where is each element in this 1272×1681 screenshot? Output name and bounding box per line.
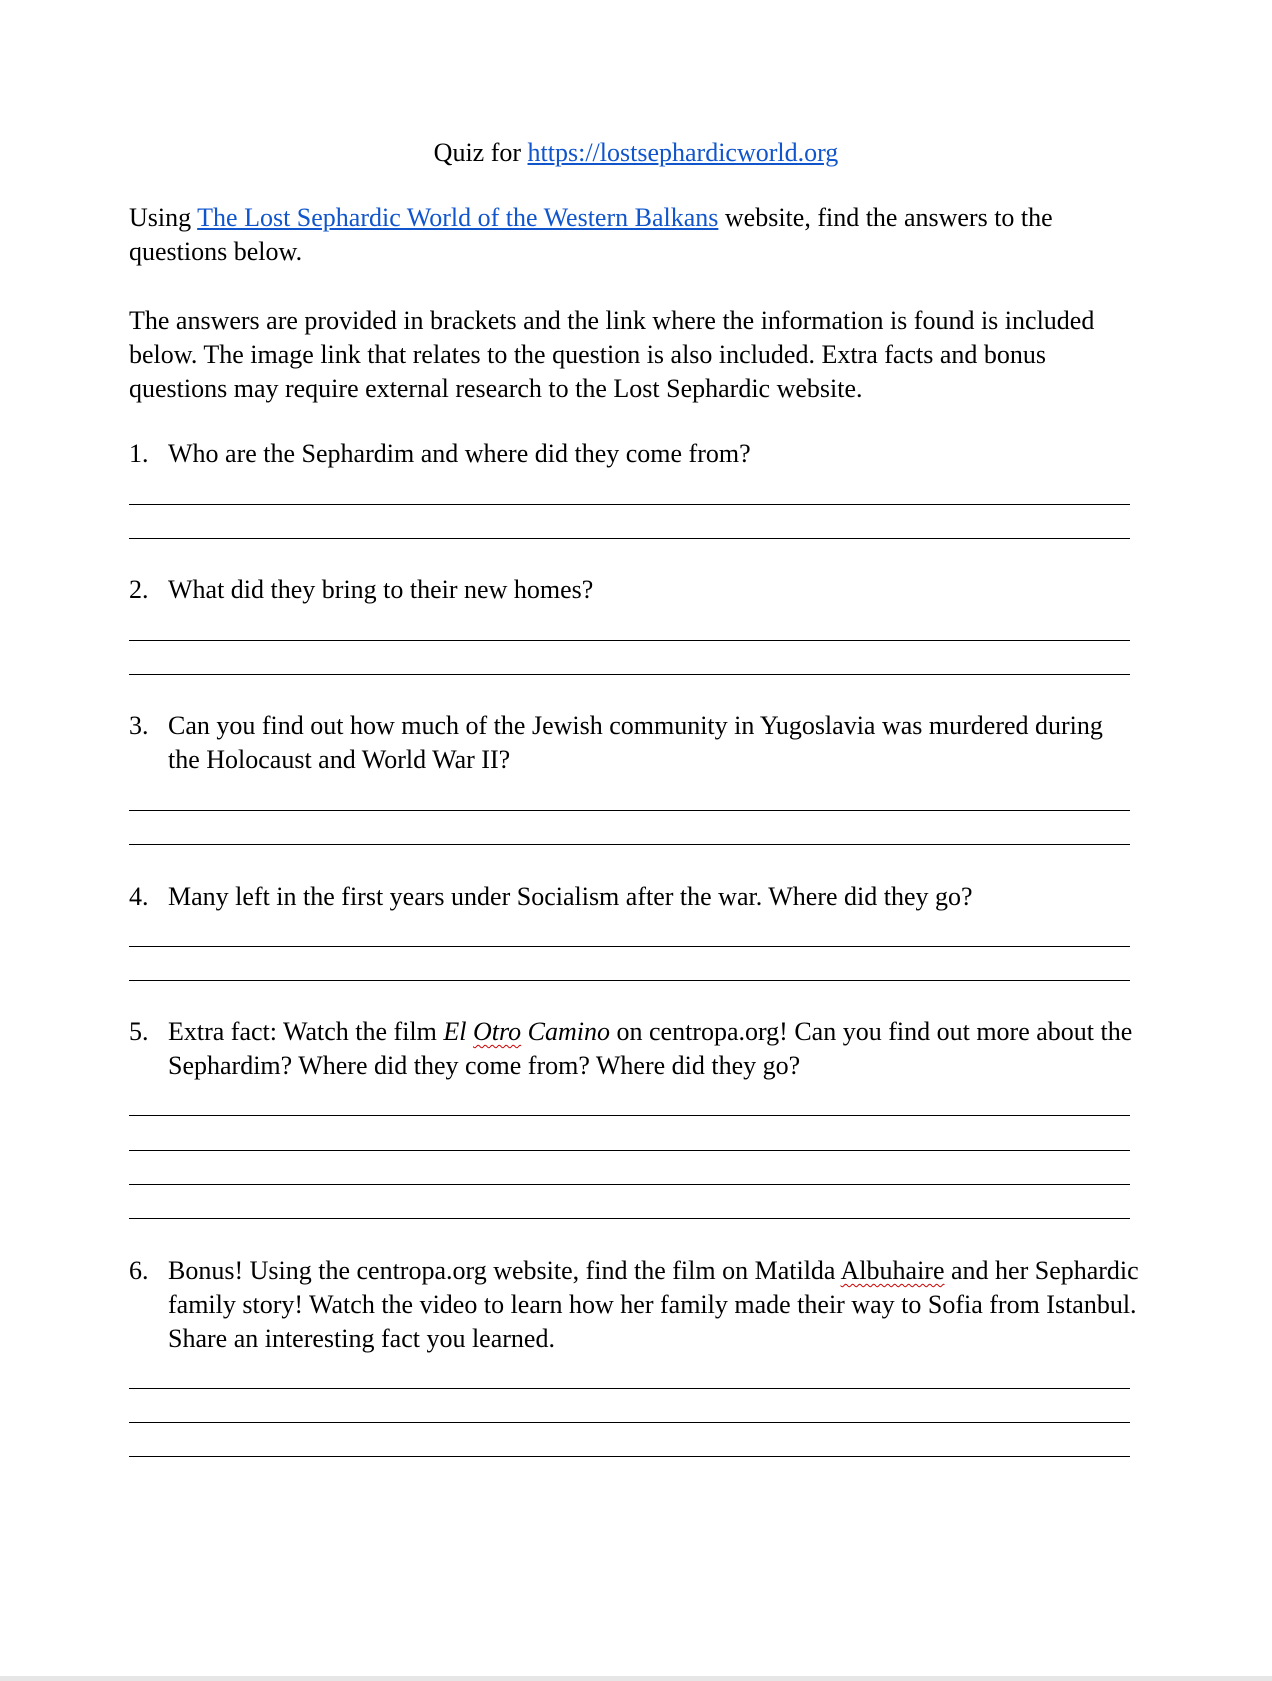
document-title — [0, 136, 1272, 170]
question-text-before: Bonus! Using the centropa.org website, find the film on Matilda — [168, 1256, 841, 1285]
question-3 — [129, 709, 1139, 777]
page-bottom-edge — [0, 1676, 1272, 1681]
answer-line[interactable] — [129, 674, 1130, 675]
film-title — [443, 1017, 610, 1046]
answer-line[interactable] — [129, 1456, 1130, 1457]
question-number: 4. — [129, 882, 149, 911]
answer-line[interactable] — [129, 1184, 1130, 1185]
answer-line[interactable] — [129, 1422, 1130, 1423]
question-5 — [129, 1015, 1139, 1083]
question-1 — [129, 437, 1139, 471]
answer-line[interactable] — [129, 538, 1130, 539]
question-text-before: Extra fact: Watch the film — [168, 1017, 444, 1046]
film-title-word: Camino — [527, 1017, 610, 1046]
spelling-flagged-word[interactable]: Albuhaire — [840, 1256, 945, 1285]
question-number: 6. — [129, 1256, 149, 1285]
answer-line[interactable] — [129, 640, 1130, 641]
spelling-flagged-word[interactable]: Otro — [472, 1017, 522, 1046]
question-6 — [129, 1254, 1139, 1356]
film-title-word: El — [443, 1017, 467, 1046]
instructions-paragraph: The answers are provided in brackets and the link where the information is found is included below. The image link that relates to the question is also included. Extra facts and bonus questions may require external research to the Lost Sephardic website. — [129, 306, 1095, 403]
answer-line[interactable] — [129, 946, 1130, 947]
intro-paragraph — [129, 201, 1129, 269]
question-number: 5. — [129, 1017, 149, 1046]
question-2 — [129, 573, 1139, 607]
answer-line[interactable] — [129, 1115, 1130, 1116]
title-link[interactable]: https://lostsephardicworld.org — [527, 138, 839, 167]
answer-line[interactable] — [129, 1150, 1130, 1151]
question-text — [168, 1015, 1139, 1083]
question-4 — [129, 880, 1139, 914]
question-number: 2. — [129, 575, 149, 604]
intro-before: Using — [129, 203, 198, 232]
answer-line[interactable] — [129, 844, 1130, 845]
answer-line[interactable] — [129, 810, 1130, 811]
answer-line[interactable] — [129, 1388, 1130, 1389]
question-text-after: and her Sephardic family story! Watch the video to learn how her family made their way to Sofia from Istanbul. Share an interesting fact you learned. — [168, 1256, 1139, 1353]
question-text: Many left in the first years under Socialism after the war. Where did they go? — [168, 882, 973, 911]
answer-line[interactable] — [129, 980, 1130, 981]
website-link[interactable]: The Lost Sephardic World of the Western Balkans — [197, 203, 719, 232]
question-number: 1. — [129, 439, 149, 468]
question-number: 3. — [129, 711, 149, 740]
intro-after: website, find the answers to the questions below. — [129, 203, 1053, 266]
title-prefix: Quiz for — [433, 138, 528, 167]
answer-line[interactable] — [129, 504, 1130, 505]
question-text — [168, 1254, 1139, 1356]
question-text: What did they bring to their new homes? — [168, 575, 594, 604]
question-text-after: on centropa.org! Can you find out more about the Sephardim? Where did they come from? Where did they go? — [168, 1017, 1133, 1080]
answer-line[interactable] — [129, 1218, 1130, 1219]
question-text: Can you find out how much of the Jewish community in Yugoslavia was murdered during the Holocaust and World War II? — [168, 711, 1103, 774]
question-text: Who are the Sephardim and where did they come from? — [168, 439, 751, 468]
